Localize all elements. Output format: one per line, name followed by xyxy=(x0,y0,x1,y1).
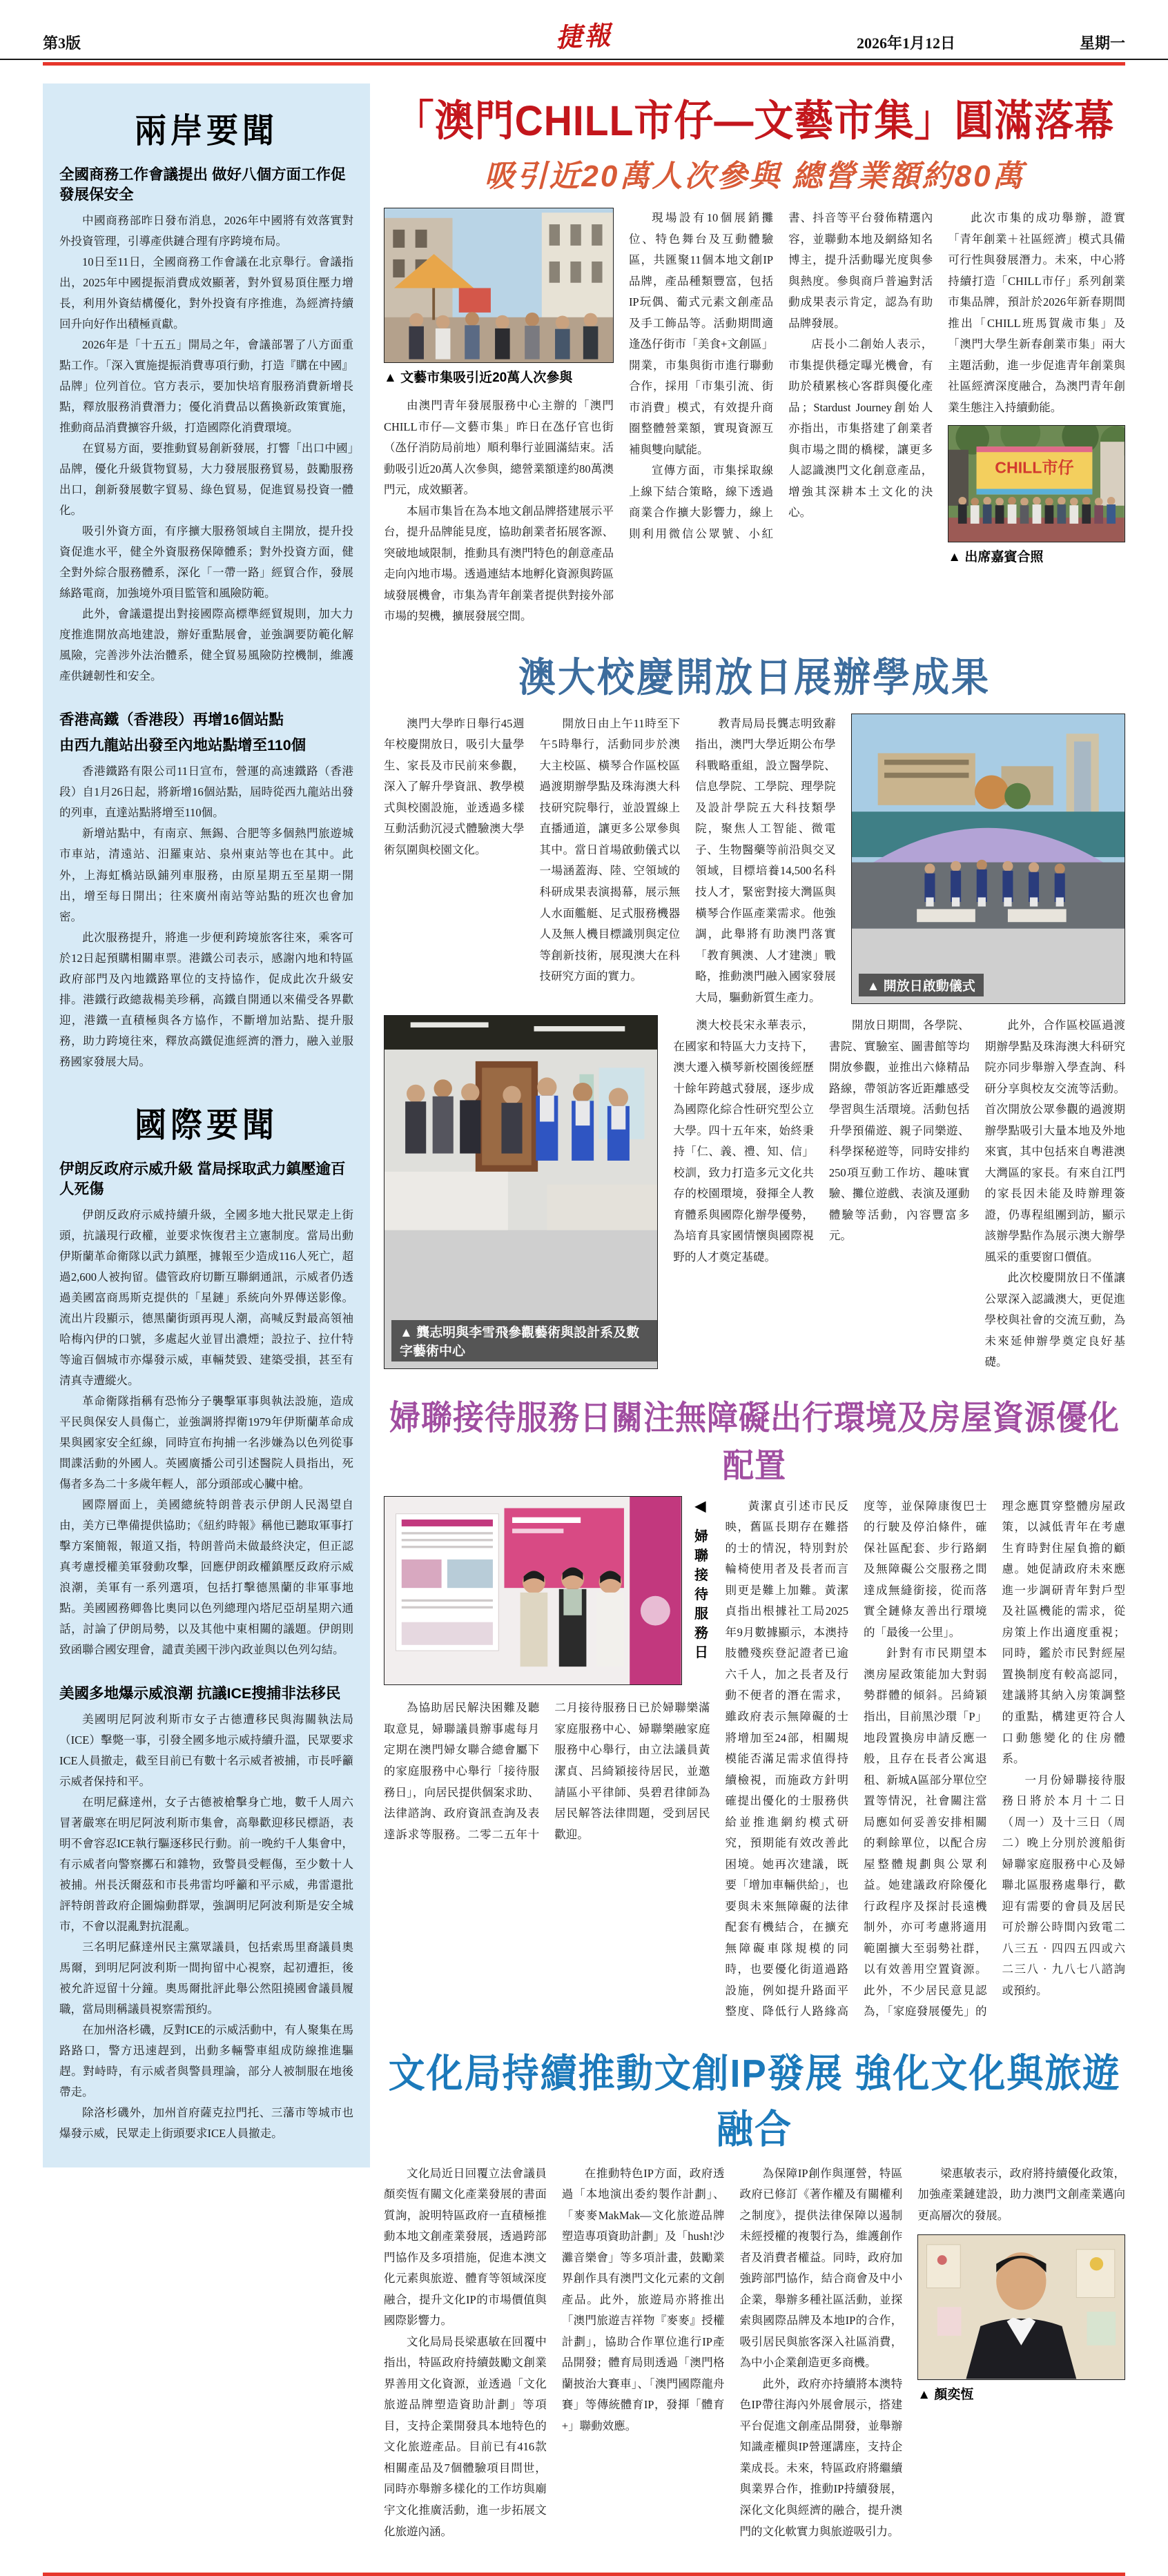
main-news-column xyxy=(384,83,1125,2549)
section-title-cross-strait: 兩岸要聞 xyxy=(135,111,278,150)
paragraph: 除洛杉磯外，加州首府薩克拉門托、三藩市等城市也爆發示威，民眾走上街頭要求ICE人員撤走。 xyxy=(59,2106,353,2141)
paragraph: 此外，合作區校區過渡期辦學點及珠海澳大科研究院亦同步舉辦入學查詢、科研分享與校友交流等活動。首次開放公眾參觀的過渡期辦學點吸引大量本地及外地來賓，其中包括來自粵港澳大灣區的家長。有來自江門的家長因未能及時辦理簽證，仍專程組團到訪，顯示該辦學點作為展示澳大辦學風采的重要窗口價值。 xyxy=(984,1019,1126,1264)
cultural-ip-col4-text xyxy=(917,2163,1125,2227)
um-col6 xyxy=(984,1015,1125,1373)
footer-rule xyxy=(43,2573,1125,2576)
article-body-iran xyxy=(59,1205,353,1660)
article-cultural-ip xyxy=(384,2046,1125,2542)
paragraph: 10日至11日，全國商務工作會議在北京舉行。會議指出，2025年中國提振消費成效顯著，對外貿易頂住壓力增長，利用外資結構優化，對外投資有序推進，為經濟持續回升向好作出積極貢獻。 xyxy=(59,255,353,331)
column-with-market-photo xyxy=(384,208,614,627)
publication-date: 2026年1月12日 xyxy=(856,35,955,52)
page-header xyxy=(0,19,1168,60)
cultural-ip-col2 xyxy=(562,2163,725,2542)
paragraph: 在貿易方面，要推動貿易創新發展，打響「出口中國」品牌，優化升級貨物貿易，大力發展服務貿易，鼓勵服務出口，創新發展數字貿易、綠色貿易，促進貿易投資一體化。 xyxy=(59,442,353,518)
weekday: 星期一 xyxy=(1079,35,1125,52)
cultural-ip-col1 xyxy=(384,2163,547,2542)
paragraph: 美國明尼阿波利斯市女子古德遭移民與海關執法局（ICE）擊斃一事，引發全國多地示威持續升溫，民眾要求ICE人員撤走，截至目前已有數十名示威者被捕，市長呼籲示威者保持和平。 xyxy=(59,1713,353,1789)
article-headline-commerce-conference: 全國商務工作會議提出 做好八個方面工作促發展保安全 xyxy=(59,166,346,204)
paragraph: 中國商務部昨日發布消息，2026年中國將有效落實對外投資管理，引導產供鏈合理有序跨境布局。 xyxy=(59,214,353,248)
article-subheadline-chill-market: 吸引近20萬人次參與 總營業額約80萬 xyxy=(484,159,1025,193)
paragraph: 伊朗反政府示威持續升級，全國多地大批民眾走上街頭，抗議現行政權，並要求恢復君主立憲制度。當局出動伊斯蘭革命衛隊以武力鎮壓，據報至少造成116人死亡，超過2,600人被拘留。儘管政府切斷互聯網通訊，示威者仍透過美國富商馬斯克提供的「星鏈」系統向外界傳送影像。流出片段顯示，德黑蘭街頭再現人潮，高喊反對最高領袖哈梅內伊的口號，多處起火並冒出濃煙；設拉子、拉什特等逾百個城市亦爆發示威，車輛焚毀、建築受損，甚至有清真寺遭縱火。 xyxy=(59,1208,353,1387)
paragraph: 開放日由上午11時至下午5時舉行，活動同步於澳大主校區、橫琴合作區校區過渡期辦學點及珠海澳大科技研究院舉行，並設置線上直播通道，讓更多公眾參與其中。當日首場啟動儀式以一場涵蓋海、陸、空領域的科研成果表演揭幕，展示無人水面艦艇、足式服務機器人及無人機目標識別與定位等創新技術，展現澳大在科技研究方面的實力。 xyxy=(539,716,681,983)
um-col3 xyxy=(695,714,836,1008)
legislator-portrait-photo xyxy=(917,2234,1125,2379)
article-um-open-day xyxy=(384,648,1125,1373)
womens-federation-body xyxy=(384,1496,1125,2023)
cultural-ip-col3 xyxy=(740,2163,903,2542)
paragraph: 為協助居民解決困難及聽取意見，婦聯議員辦事處每月定期在澳門婦女聯合總會屬下的家庭服務中心舉行「接待服務日」，向居民提供個案求助、法律諮詢、政府資訊查詢及表達訴求等服務。二零二五年十二月接待服務日已於婦聯樂滿家庭服務中心、婦聯樂融家庭服務中心舉行，由立法議員黃潔貞、呂綺穎接待居民，並邀請區小平律師、吳碧君律師為居民解答法律問題，受到居民歡迎。 xyxy=(384,1701,710,1841)
article-headline-hk-rail-line2: 由西九龍站出發至內地站點增至110個 xyxy=(59,737,306,754)
womens-federation-under-photo-text xyxy=(384,1698,710,1845)
guests-group-photo-graphic xyxy=(948,426,1125,542)
article-body-hk-rail xyxy=(59,761,353,1072)
paragraph: 店長小二創始人表示，市集提供穩定曝光機會，有助於積累核心客群與優化產品；Stardust Journey創始人亦指出，市集搭建了創業者與市場之間的橋樑，讓更多人認識澳門文化創意產品，增強其深耕本土文化的決心。 xyxy=(788,337,933,520)
photo-caption-market: ▲ 文藝市集吸引近20萬人次參與 xyxy=(384,371,573,386)
paragraph: 此次校慶開放日不僅讓公眾深入認識澳大，更促進學校與社會的交流互動，為未來延伸辦學奠定良好基礎。 xyxy=(984,1271,1126,1369)
womens-federation-left xyxy=(384,1496,710,2023)
paragraph: 文化局近日回覆立法會議員顏奕恆有關文化產業發展的書面質詢，說明特區政府一直積極推動本地文創產業發展，透過跨部門協作及多項措施，促進本澳文化元素與旅遊、體育等領域深度融合，提升文化IP的市場價值與國際影響力。 xyxy=(384,2166,547,2328)
section-title-international: 國際要聞 xyxy=(135,1105,278,1144)
paragraph: 宣傳方面，市集採取線上線下結合策略，線下透過商業合作擴大影響力，線上則利用微信公眾號、小紅書、抖音等平台發佈精選內容，並聯動本地及網絡知名博主，提升活動曝光度與參與熱度。參與商戶普遍對活動成果表示肯定，認為有助品牌發展。 xyxy=(628,211,933,540)
service-day-photo xyxy=(384,1496,682,1686)
article-body-commerce xyxy=(59,210,353,687)
campus-ceremony-photo xyxy=(851,714,1125,1004)
edition-number: 第3版 xyxy=(43,35,81,52)
photo-caption-ceremony: ▲ 開放日啟動儀式 xyxy=(859,974,984,996)
paragraph: 在加州洛杉磯，反對ICE的示威活動中，有人聚集在馬路路口，警方迅速趕到，出動多輛警車組成防線推進驅趕。對峙時，有示威者與警員理論，部分人被制服在地後帶走。 xyxy=(59,2023,353,2099)
article-womens-federation xyxy=(384,1394,1125,2023)
legislator-portrait-graphic xyxy=(918,2235,1125,2379)
paragraph: 黃潔貞引述市民反映，舊區長期存在難搭的士的情況，特別對於輪椅使用者及長者而言則更是難上加難。黃潔貞指出根據社工局2025年9月數據顯示，本澳持肢體殘疾登記證者已逾六千人，加之長者及行動不便者的潛在需求，雖政府表示無障礙的士將增加至24部，相關規模能否滿足需求值得持續檢視，而施政方針明確提出優化的士服務供給並推進網約模式研究，預期能有效改善此困境。她再次建議，既要「增加車輛供給」，也要與未來無障礙的法律配套有機結合，在擴充無障礙車隊規模的同時，也要優化街道過路設施，例如提升路面平整度、降低行人路緣高度等，並保障康復巴士的行駛及停泊條件，確保社區配套、步行路網及無障礙公交服務之間達成無縫銜接，從而落實全鏈條友善出行環境的「最後一公里」。 xyxy=(725,1499,987,2018)
svg-text:CHILL市仔: CHILL市仔 xyxy=(995,458,1074,477)
paragraph: 針對有市民期望本澳房屋政策能加大對弱勢群體的傾斜。呂綺穎指出，目前黑沙環「P」地段置換房申請反應一般，且存在長者公寓退租、新城A區部分單位空置等情況，社會關注當局應如何妥善安排相關的剩餘單位，以配合房屋整體規劃與公眾利益。她建議政府除優化行政程序及探討長遠機制外，亦可考慮將適用範圍擴大至弱勢社群，以有效善用空置資源。此外，不少居民意見認為，「家庭發展優先」的理念應貫穿整體房屋政策，以減低青年在考慮生育時對住屋負擔的顧慮。她促請政府未來應進一步調研青年對戶型及社區機能的需求，從房策上作出適度重視；同時，鑑於市民對經屋置換制度有較高認同，建議將其納入房策調整的重點，構建更符合人口動態變化的住房體系。 xyxy=(864,1499,1125,2018)
page-content xyxy=(0,66,1168,2549)
paragraph: 教青局局長龔志明致辭指出，澳門大學近期公布學科戰略重組，設立醫學院、信息學院、工學院、理學院及設計學院五大科技類學院，聚焦人工智能、微電子、生物醫藥等前沿與交叉領域，目標培養14,500名科技人才，緊密對接大灣區與橫琴合作區產業需求。他強調，此舉將有助澳門落實「教育興澳、人才建澳」戰略，推動澳門融入國家發展大局，驅動新質生產力。 xyxy=(695,716,836,1004)
photo-caption-guests: ▲ 出席嘉賓合照 xyxy=(948,550,1044,565)
paragraph: 在推動特色IP方面，政府透過「本地演出委約製作計劃」、「麥麥MakMak—文化旅遊品牌塑造專項資助計劃」及「hush!沙灘音樂會」等多項計畫，鼓勵業界創作具有澳門文化元素的文創產品。此外，旅遊局亦將推出「澳門旅遊吉祥物『麥麥』授權計劃」，協助合作單位進行IP產品開發；體育局則透過「澳門格蘭披治大賽車」、「澳門國際龍舟賽」等傳統體育IP，發揮「體育+」聯動效應。 xyxy=(561,2166,725,2432)
service-day-photo-graphic xyxy=(385,1497,681,1685)
paragraph: 文化局局長梁惠敏在回覆中指出，特區政府持續鼓勵文創業界善用文化資源，並透過「文化旅遊品牌塑造資助計劃」等項目，支持企業開發具本地特色的文化旅遊產品。目前已有416款相關產品及7個體驗項目問世，同時亦舉辦多樣化的工作坊與廟宇文化推廣活動，進一步拓展文化旅遊內涵。 xyxy=(384,2334,547,2538)
article-body-chill-market xyxy=(384,208,1125,627)
paragraph: 為保障IP創作與運營，特區政府已修訂《著作權及有關權利之制度》，提供法律保障以遏制未經授權的複製行為，維護創作者及消費者權益。同時，政府加強跨部門協作，結合商會及中小企業，舉辦多種社區活動，並探索與國際品牌及本地IP的合作，吸引居民與旅客深入社區消費，為中小企業創造更多商機。 xyxy=(739,2166,903,2370)
photo-caption-design-centre: ▲ 龔志明與李雪飛參觀藝術與設計系及數字藝術中心 xyxy=(391,1320,657,1361)
paragraph: 一月份婦聯接待服務日將於本月十二日（周一）及十三日（周二）晚上分別於渡船街婦聯家庭服務中心及婦聯北區服務處舉行，歡迎有需要的會員及居民可於辦公時間內致電二八三五‧四四五四或六二三八‧九八七八諮詢或預約。 xyxy=(1002,1773,1125,1997)
um-col1 xyxy=(384,714,525,1008)
article-headline-us-ice-protests: 美國多地爆示威浪潮 抗議ICE搜捕非法移民 xyxy=(59,1685,341,1702)
paragraph: 澳大校長宋永華表示，在國家和特區大力支持下，澳大遷入橫琴新校園後經歷十餘年跨越式發展，逐步成為國際化綜合性研究型公立大學。四十五年來，始終秉持「仁、義、禮、知、信」校訓，致力打造多元文化共存的校園環境，發揮全人教育體系與國際化辦學優勢，為培育具家國情懷與國際視野的人才奠定基礎。 xyxy=(673,1019,814,1264)
guests-group-photo xyxy=(948,425,1125,542)
market-crowd-photo xyxy=(384,208,614,363)
header-date-block xyxy=(857,32,1125,53)
paragraph: 此次市集的成功舉辦，證實「青年創業＋社區經濟」模式具備可行性與發展潛力。未來，中心將持續打造「CHILL市仔」系列創業市集品牌，預計於2026年新春期間推出「CHILL班馬賀歲市集」及「澳門大學生新春創業市集」兩大主題活動，進一步促進青年創業與社區經濟深度融合，為澳門青年創業生態注入持續動能。 xyxy=(948,211,1125,414)
article-headline-iran-protests: 伊朗反政府示威升級 當局採取武力鎮壓逾百人死傷 xyxy=(59,1160,346,1197)
article-headline-cultural-ip: 文化局持續推動文創IP發展 強化文化與旅遊融合 xyxy=(388,2052,1121,2152)
womens-federation-photo-block xyxy=(384,1496,710,1690)
um-col2 xyxy=(540,714,681,1008)
um-open-day-row1 xyxy=(384,714,1125,1008)
article-headline-chill-market: 「澳門CHILL市仔—文藝市集」圓滿落幕 xyxy=(394,97,1115,145)
article-headline-hk-rail-line1: 香港高鐵（香港段）再增16個站點 xyxy=(59,711,284,729)
paragraph: 現場設有10個展銷攤位、特色舞台及互動體驗區，共匯聚11個本地文創IP品牌，產品種類豐富，包括IP玩偶、葡式元素文創產品及手工飾品等。活動期間適逢氹仔街市「美食+文創區」開業，市集與街市進行聯動合作，採用「市集引流、街市消費」模式，有效提升商圈整體營業額，實現資源互補與雙向賦能。 xyxy=(628,211,774,456)
article-headline-um-open-day: 澳大校慶開放日展辦學成果 xyxy=(518,656,991,700)
campus-ceremony-photo-graphic xyxy=(852,714,1125,929)
paragraph: 澳門大學昨日舉行45週年校慶開放日，吸引大量學生、家長及市民前來參觀，深入了解升學資訊、教學模式與校園設施，並透過多樣互動活動沉浸式體驗澳大學術氛圍與校園文化。 xyxy=(384,716,525,856)
paragraph: 本屆市集旨在為本地文創品牌搭建展示平台，提升品牌能見度，協助創業者拓展客源、突破地域限制，推動具有澳門特色的創意產品走向內地市場。透過連結本地孵化資源與跨區域發展機會，市集為青年創業者提供對接外部市場的契機，擴展發展空間。 xyxy=(384,504,614,623)
paragraph: 在明尼蘇達州，女子古德被槍擊身亡地，數千人周六冒著嚴寒在明尼阿波利斯市集會，高舉歡迎移民標語，表明不會容忍ICE執行驅逐移民行動。前一晚約千人集會中，有示威者向警察擲石和雜物，致警員受輕傷，至少數十人被捕。州長沃爾茲和市長弗雷均呼籲和平示威，弗雷還批評特朗普政府企圖煽動群眾，強調明尼阿波利斯是安全城市，不會以混亂對抗混亂。 xyxy=(59,1796,353,1934)
design-centre-visit-photo-graphic xyxy=(385,1016,657,1230)
paragraph: 梁惠敏表示，政府將持續優化政策，加強產業鏈建設，助力澳門文創產業邁向更高層次的發展。 xyxy=(917,2166,1126,2222)
chill-market-right-column xyxy=(948,208,1125,627)
article-body-us-ice xyxy=(59,1709,353,2144)
article-chill-market xyxy=(384,89,1125,627)
paragraph: 革命衛隊指稱有恐怖分子襲擊軍事與執法設施，造成平民與保安人員傷亡，並強調將捍衛1979年伊斯蘭革命成果與國家安全紅線，同時宣布拘捕一名涉嫌為以色列從事間諜活動的外國人。英國廣播公司引述醫院人員指出，死傷者多為二十多歲年輕人，部分頭部或心臟中槍。 xyxy=(59,1394,353,1491)
cultural-ip-col4 xyxy=(917,2163,1125,2542)
paragraph: 國際層面上，美國總統特朗普表示伊朗人民渴望自由，美方已準備提供協助；《紐約時報》稱他已聽取軍事打擊方案簡報，報道又指，特朗普尚未做最終決定，但正認真考慮授權美軍發動攻擊，回應伊朗政權鎮壓反政府示威浪潮，美軍有一系列選項，包括打擊德黑蘭的非軍事地點。美國國務卿魯比奧同以色列總理內塔尼亞胡星期六通話，討論了伊朗局勢，以及其他中東相關的議題。伊朗則致函聯合國安理會，譴責美國干涉內政並與以色列勾結。 xyxy=(59,1497,353,1657)
photo-caption-legislator: ▲ 顏奕恆 xyxy=(917,2387,974,2402)
cultural-ip-body xyxy=(384,2163,1125,2542)
paragraph: 由澳門青年發展服務中心主辦的「澳門CHILL市仔—文藝市集」昨日在氹仔官也街（氹仔消防局前地）順利舉行並圓滿結束。活動吸引近20萬人次參與，總營業額達約80萬澳門元，成效顯著。 xyxy=(384,399,614,497)
um-col4 xyxy=(673,1015,814,1373)
paragraph: 三名明尼蘇達州民主黨眾議員，包括索馬里裔議員奧馬爾，到明尼阿波利斯一間拘留中心視察，起初遭拒，後被允許逗留十分鐘。奧馬爾批評此舉公然阻撓國會議員履職，當局則稱議員視察需預約。 xyxy=(59,1940,353,2016)
paragraph: 香港鐵路有限公司11日宣布，營運的高速鐵路（香港段）自1月26日起，將新增16個站點，屆時從西九龍站出發的列車，直達站點將增至110個。 xyxy=(59,765,353,820)
masthead-logo: 捷報 xyxy=(555,19,614,54)
paragraph: 此外，政府亦持續將本澳特色IP帶往海內外展會展示，搭建平台促進文創產品開發，並舉辦知識產權與IP營運講座，支持企業成長。未來，特區政府將繼續與業界合作，推動IP持續發展，深化文化與經濟的融合，提升澳門的文化軟實力與旅遊吸引力。 xyxy=(739,2377,903,2538)
womens-federation-right-columns xyxy=(726,1496,1125,2023)
paragraph: 新增站點中，有南京、無錫、合肥等多個熱門旅遊城市車站，清遠站、汨羅東站、泉州東站等也在其中。此外，上海虹橋站臥鋪列車服務，由原星期五至星期一開出，增至每日開出；往來廣州南站等站點的班次也會加密。 xyxy=(59,827,353,923)
photo-caption-service-day: ◀ 婦聯接待服務日 xyxy=(692,1497,708,1664)
article-headline-womens-federation: 婦聯接待服務日關注無障礙出行環境及房屋資源優化配置 xyxy=(389,1399,1120,1485)
chill-market-col4-text xyxy=(948,208,1125,418)
paragraph: 吸引外資方面，有序擴大服務領域自主開放，提升投資促進水平，健全外資服務保障體系；對外投資方面，健全對外綜合服務體系，深化「一帶一路」經貿合作，發展絲路電商，加強境外項目監管和風險防範。 xyxy=(59,524,353,600)
market-crowd-photo-graphic xyxy=(385,208,613,362)
paragraph: 此外，會議還提出對接國際高標準經貿規則，加大力度推進開放高地建設，辦好重點展會，並強調要防範化解風險，完善涉外法治體系，健全貿易風險防控機制，維護產供鏈韌性和安全。 xyxy=(59,607,353,683)
paragraph: 此次服務提升，將進一步便利跨境旅客往來，乘客可於12日起預購相關車票。港鐵公司表示，感謝內地和特區政府部門及內地鐵路單位的支持協作，促成此次升級安排。港鐵行政總裁楊美珍稱，高鐵自開通以來備受各界歡迎，港鐵一直積極與各方協作，不斷增加站點、提升服務，助力跨境往來，釋放高鐵促進經濟的潛力，融入並服務國家發展大局。 xyxy=(59,930,353,1068)
um-col5 xyxy=(829,1015,970,1373)
paragraph: 開放日期間，各學院、書院、實驗室、圖書館等均開放參觀，並推出六條精品路線，帶領訪客近距離感受學習與生活環境。活動包括升學預備遊、親子同樂遊、科學探秘遊等，同時安排約250項互動工作坊、趣味實驗、攤位遊戲、表演及運動體驗等活動，內容豐富多元。 xyxy=(828,1019,970,1243)
paragraph: 2026年是「十五五」開局之年，會議部署了八方面重點工作。「深入實施提振消費專項行動，打造『購在中國』品牌」位列首位。官方表示，要加快培育服務消費新增長點，釋放服務消費潛力；優化消費品以舊換新政策實施，推動商品消費擴容升級，打造國際化消費環境。 xyxy=(59,338,353,435)
design-centre-visit-photo xyxy=(384,1015,658,1369)
left-news-column xyxy=(43,83,370,2167)
um-open-day-row2 xyxy=(384,1015,1125,1373)
chill-market-middle-columns xyxy=(629,208,933,627)
chill-market-col1-text xyxy=(384,395,614,627)
